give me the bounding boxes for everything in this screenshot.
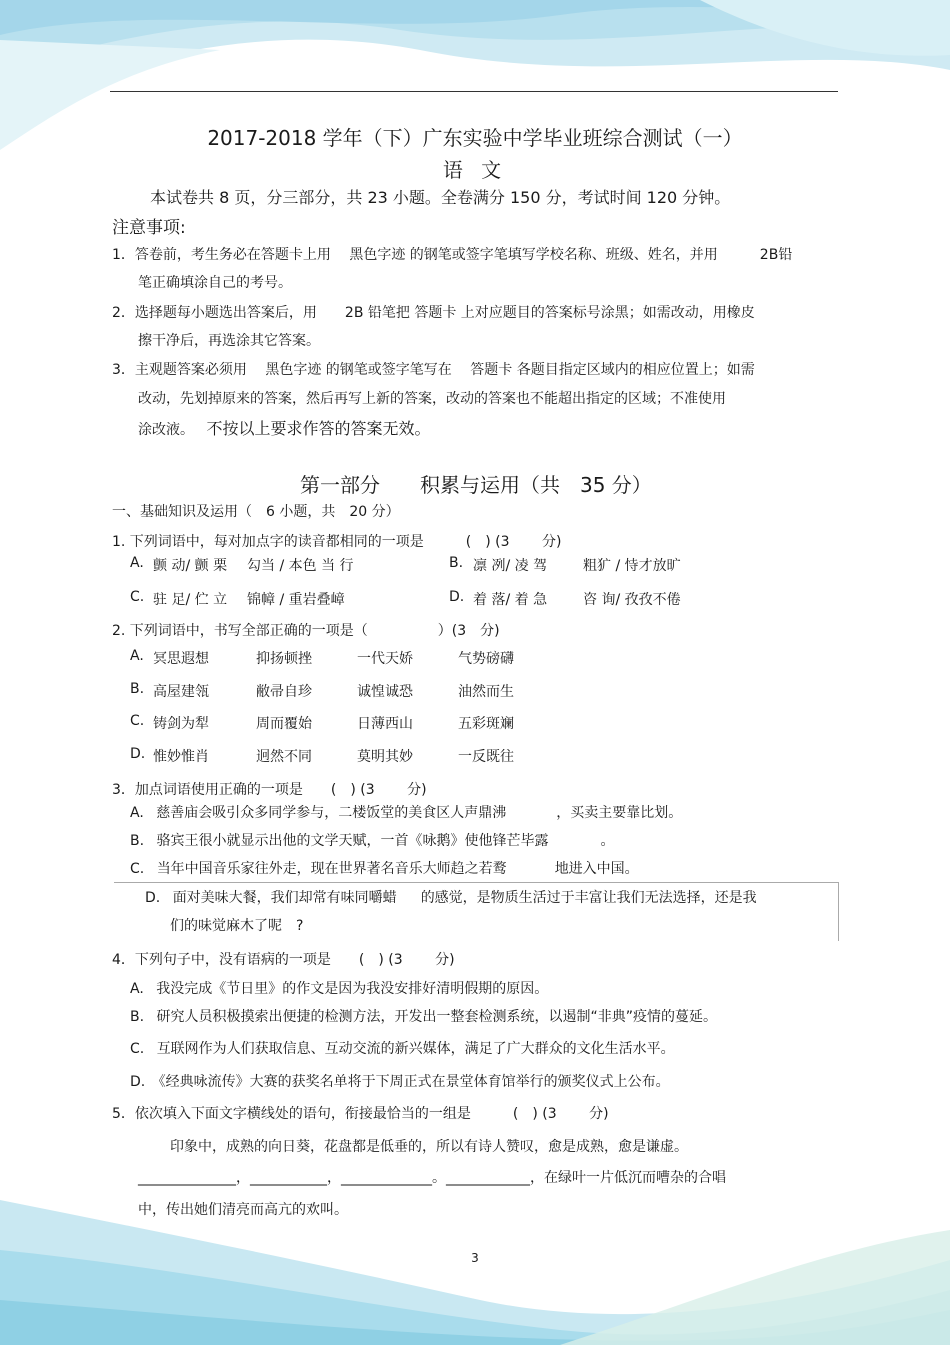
q2-stem: 2. 下列词语中，书写全部正确的一项是（ ）(3 分) — [112, 623, 500, 639]
q4-option-d-text: 《经典咏流传》大赛的获奖名单将于下周正式在景堂体育馆举行的颁奖仪式上公布。 — [151, 1074, 670, 1090]
q3-option-a-text-end: ，买卖主要靠比划。 — [556, 805, 683, 821]
q2-row-a-word: 一代天娇 — [357, 651, 413, 667]
q1-stem: 1. 下列词语中，每对加点字的读音都相同的一项是 ( ) (3 分) — [112, 534, 562, 550]
notice-item-3-end-a: 涂改液。 — [138, 422, 194, 438]
q3-option-b-text: 骆宾王很小就显示出他的文学天赋，一首《咏鹅》使他锋芒毕露 — [156, 833, 549, 849]
q4-option-a-label: A. — [130, 981, 144, 997]
q3-option-d-label: D. — [145, 890, 161, 906]
q5-stem: 5．依次填入下面文字横线处的语句，衔接最恰当的一组是 ( ) (3 分) — [112, 1106, 609, 1122]
q3-option-c — [130, 858, 639, 878]
q3-option-d-text: 面对美味大餐，我们却常有味同嚼蜡 — [172, 890, 397, 906]
exam-intro: 本试卷共 8 页，分三部分，共 23 小题。全卷满分 150 分，考试时间 120 分钟。 — [150, 188, 731, 207]
q3-option-c-text: 当年中国音乐家往外走，现在世界著名音乐大师趋之若鹜 — [156, 861, 507, 877]
notice-item-3: 3．主观题答案必须用 黑色字迹 的钢笔或签字笔写在 答题卡 各题目指定区域内的相应位置上；如需 — [112, 362, 755, 378]
notice-item-3-cont: 改动，先划掉原来的答案，然后再写上新的答案，改动的答案也不能超出指定的区域；不准使用 — [138, 391, 726, 407]
q3-option-d — [145, 887, 757, 907]
q2-row-d-word: 惟妙惟肖 — [153, 749, 209, 765]
q1-option-d-word2: 咨 询/ 孜孜不倦 — [583, 592, 681, 608]
q2-row-b-label: B. — [130, 681, 145, 697]
q1-option-b-label: B. — [449, 555, 464, 571]
q3-option-b-text-end: 。 — [600, 833, 615, 849]
q2-row-d-word: 迥然不同 — [256, 749, 312, 765]
q4-option-b — [130, 1006, 717, 1026]
q1-option-d-label: D. — [449, 589, 465, 605]
q2-row-a-label: A. — [130, 648, 144, 664]
q1-option-a-word1: 颤 动/ 颤 栗 — [153, 558, 228, 574]
notice-item-3-end — [138, 416, 430, 439]
notice-item-1: 1．答卷前，考生务必在答题卡上用 黑色字迹 的钢笔或签字笔填写学校名称、班级、姓名，并用 2B铅 — [112, 247, 793, 263]
q1-option-d-word1: 着 落/ 着 急 — [473, 592, 548, 608]
q5-passage-1: 印象中，成熟的向日葵，花盘都是低垂的，所以有诗人赞叹，愈是成熟，愈是谦虚。 — [170, 1139, 688, 1155]
q1-option-a-word2: 勾当 / 本色 当 行 — [247, 558, 354, 574]
section1-heading: 一、基础知识及运用（ 6 小题，共 20 分） — [112, 504, 400, 520]
page-number: 3 — [471, 1251, 479, 1265]
q4-option-c-text: 互联网作为人们获取信息、互动交流的新兴媒体，满足了广大群众的文化生活水平。 — [156, 1041, 675, 1057]
q3-option-c-text-end: 地进入中国。 — [554, 861, 639, 877]
q1-option-b-word1: 凛 冽/ 凌 驾 — [473, 558, 548, 574]
q2-row-c-word: 日薄西山 — [357, 716, 413, 732]
q2-row-a-word: 冥思遐想 — [153, 651, 209, 667]
q2-row-d-word: 一反既往 — [458, 749, 514, 765]
q1-option-a-label: A. — [130, 555, 144, 571]
q3-option-a-text: 慈善庙会吸引众多同学参与，二楼饭堂的美食区人声鼎沸 — [156, 805, 507, 821]
q4-option-b-text: 研究人员积极摸索出便捷的检测方法，开发出一整套检测系统，以遏制“非典”疫情的蔓延。 — [156, 1009, 718, 1025]
part1-heading: 第一部分 积累与运用（共 35 分） — [300, 473, 652, 497]
q3-option-a — [130, 802, 682, 822]
q4-option-a — [130, 978, 548, 998]
q3-option-d-end: 们的味觉麻木了呢 ? — [170, 918, 304, 934]
q4-option-c-label: C. — [130, 1041, 145, 1057]
q2-row-c-word: 五彩斑斓 — [458, 716, 514, 732]
q3-stem: 3．加点词语使用正确的一项是 ( ) (3 分) — [112, 782, 427, 798]
q4-option-d-label: D. — [130, 1074, 146, 1090]
q2-row-b-word: 诚惶诚恐 — [357, 684, 413, 700]
q2-row-d-word: 莫明其妙 — [357, 749, 413, 765]
q2-row-d-label: D. — [130, 746, 146, 762]
header-rule — [110, 91, 838, 92]
q3-option-c-label: C. — [130, 861, 145, 877]
q4-option-b-label: B. — [130, 1009, 145, 1025]
q3-option-a-label: A. — [130, 805, 144, 821]
q2-row-b-word: 高屋建瓴 — [153, 684, 209, 700]
notice-item-3-end-b: 不按以上要求作答的答案无效。 — [206, 419, 431, 438]
notice-item-1-cont: 笔正确填涂自己的考号。 — [138, 275, 292, 291]
q4-option-a-text: 我没完成《节日里》的作文是因为我没安排好清明假期的原因。 — [156, 981, 549, 997]
q3-option-b — [130, 830, 615, 850]
q2-row-a-word: 气势磅礴 — [458, 651, 514, 667]
q2-row-b-word: 油然而生 — [458, 684, 514, 700]
q2-row-c-label: C. — [130, 713, 145, 729]
q3-option-b-label: B. — [130, 833, 145, 849]
subject-title: 语 文 — [442, 158, 508, 182]
q2-row-c-word: 铸剑为犁 — [153, 716, 209, 732]
q1-option-c-word2: 锦幛 / 重岩叠嶂 — [247, 592, 345, 608]
notice-heading: 注意事项: — [112, 218, 186, 238]
q5-passage-2: ______________，___________，_____________。____________，在绿叶一片低沉而嘈杂的合唱 — [138, 1170, 726, 1186]
q3-option-d-text-cont: 的感觉，是物质生活过于丰富让我们无法选择，还是我 — [420, 890, 757, 906]
q1-option-c-label: C. — [130, 589, 145, 605]
q2-row-b-word: 敝帚自珍 — [256, 684, 312, 700]
q2-row-a-word: 抑扬顿挫 — [256, 651, 312, 667]
q2-row-c-word: 周而覆始 — [256, 716, 312, 732]
notice-item-2: 2．选择题每小题选出答案后，用 2B 铅笔把 答题卡 上对应题目的答案标号涂黑；如需改动，用橡皮 — [112, 305, 755, 321]
exam-title: 2017-2018 学年（下）广东实验中学毕业班综合测试（一） — [207, 126, 743, 150]
q1-option-b-word2: 粗犷 / 恃才放旷 — [583, 558, 681, 574]
q1-option-c-word1: 驻 足/ 伫 立 — [153, 592, 228, 608]
q4-option-c — [130, 1038, 675, 1058]
q4-option-d — [130, 1071, 670, 1091]
q5-passage-3: 中，传出她们清亮而高亢的欢叫。 — [138, 1202, 348, 1218]
notice-item-2-cont: 擦干净后，再选涂其它答案。 — [138, 333, 320, 349]
q4-stem: 4．下列句子中，没有语病的一项是 ( ) (3 分) — [112, 952, 455, 968]
